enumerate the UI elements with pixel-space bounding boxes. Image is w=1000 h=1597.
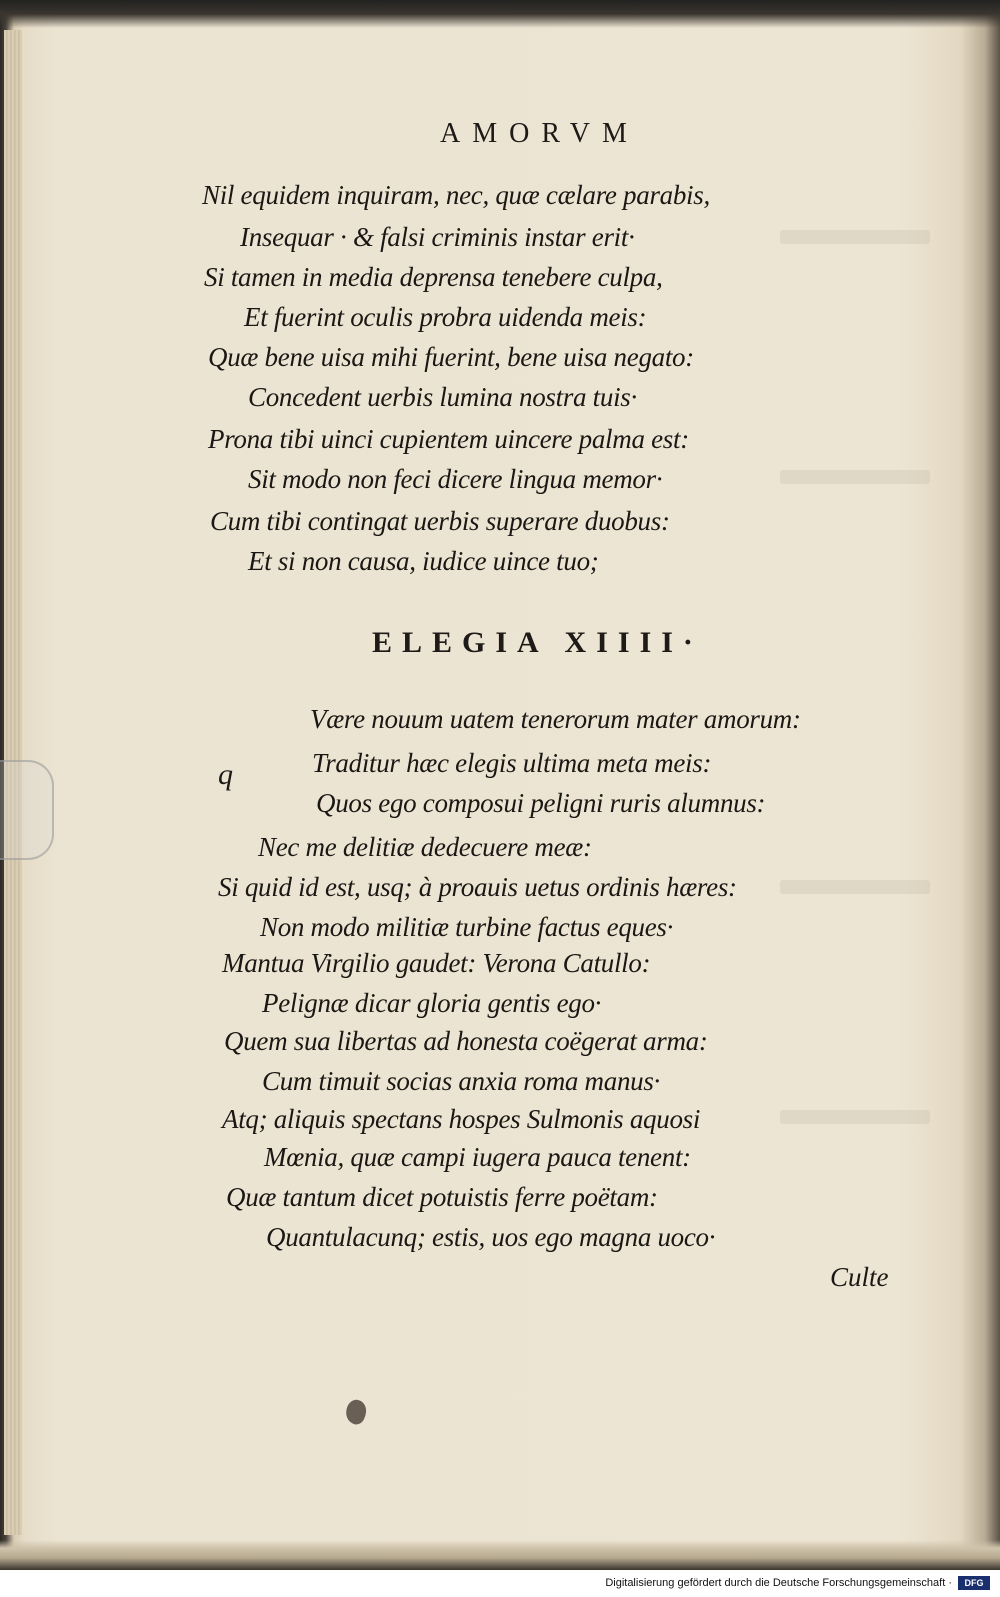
verse-line: Quæ tantum dicet potuistis ferre poëtam:	[226, 1182, 658, 1212]
verse-line: Prona tibi uinci cupientem uincere palma est:	[208, 424, 689, 454]
verse-line: Et si non causa, iudice uince tuo;	[248, 546, 599, 576]
verse-line: Mœnia, quæ campi iugera pauca tenent:	[264, 1142, 691, 1172]
verse-line: Concedent uerbis lumina nostra tuis·	[248, 382, 637, 412]
verse-line: Nec me delitiæ dedecuere meæ:	[258, 832, 592, 862]
verse-line: Pelignæ dicar gloria gentis ego·	[262, 988, 602, 1018]
verse-line: Atq; aliquis spectans hospes Sulmonis aquosi	[222, 1104, 701, 1134]
verse-line: Non modo militiæ turbine factus eques·	[260, 912, 674, 942]
show-through	[780, 880, 930, 894]
verse-line: Insequar · & falsi criminis instar erit·	[240, 222, 635, 252]
dfg-logo: DFG	[958, 1576, 990, 1590]
verse-line: Quæ bene uisa mihi fuerint, bene uisa negato:	[208, 342, 694, 372]
funding-credit: Digitalisierung gefördert durch die Deutsche Forschungsgemeinschaft ·	[605, 1577, 952, 1589]
verse-line: Sit modo non feci dicere lingua memor·	[248, 464, 663, 494]
verse-line: Nil equidem inquiram, nec, quæ cælare parabis,	[202, 180, 710, 210]
verse-line: Cum tibi contingat uerbis superare duobus:	[210, 506, 670, 536]
elegy-heading: ELEGIA XIIII·	[372, 626, 703, 659]
verse-line: Quos ego composui peligni ruris alumnus:	[316, 788, 766, 818]
show-through	[780, 230, 930, 244]
show-through	[780, 1110, 930, 1124]
running-head: AMORVM	[440, 118, 639, 149]
verse-line: Si tamen in media deprensa tenebere culpa,	[204, 262, 663, 292]
verse-line: Quantulacunq; estis, uos ego magna uoco·	[266, 1222, 716, 1252]
verse-line: Cum timuit socias anxia roma manus·	[262, 1066, 661, 1096]
page-edge-bottom	[0, 1540, 1000, 1570]
verse-line: Quem sua libertas ad honesta coëgerat arma:	[224, 1026, 708, 1056]
verse-line: Være nouum uatem tenerorum mater amorum:	[310, 704, 801, 734]
verse-line: Et fuerint oculis probra uidenda meis:	[244, 302, 647, 332]
ink-stain	[342, 1397, 369, 1426]
page-clip	[0, 760, 54, 860]
marginal-letter: q	[218, 758, 233, 791]
page-edge-top	[0, 0, 1000, 28]
verse-line: Mantua Virgilio gaudet: Verona Catullo:	[222, 948, 651, 978]
verse-line: Traditur hæc elegis ultima meta meis:	[312, 748, 712, 778]
show-through	[780, 470, 930, 484]
catchword: Culte	[830, 1262, 889, 1292]
verse-line: Si quid id est, usq; à proauis uetus ordinis hæres:	[218, 872, 737, 902]
